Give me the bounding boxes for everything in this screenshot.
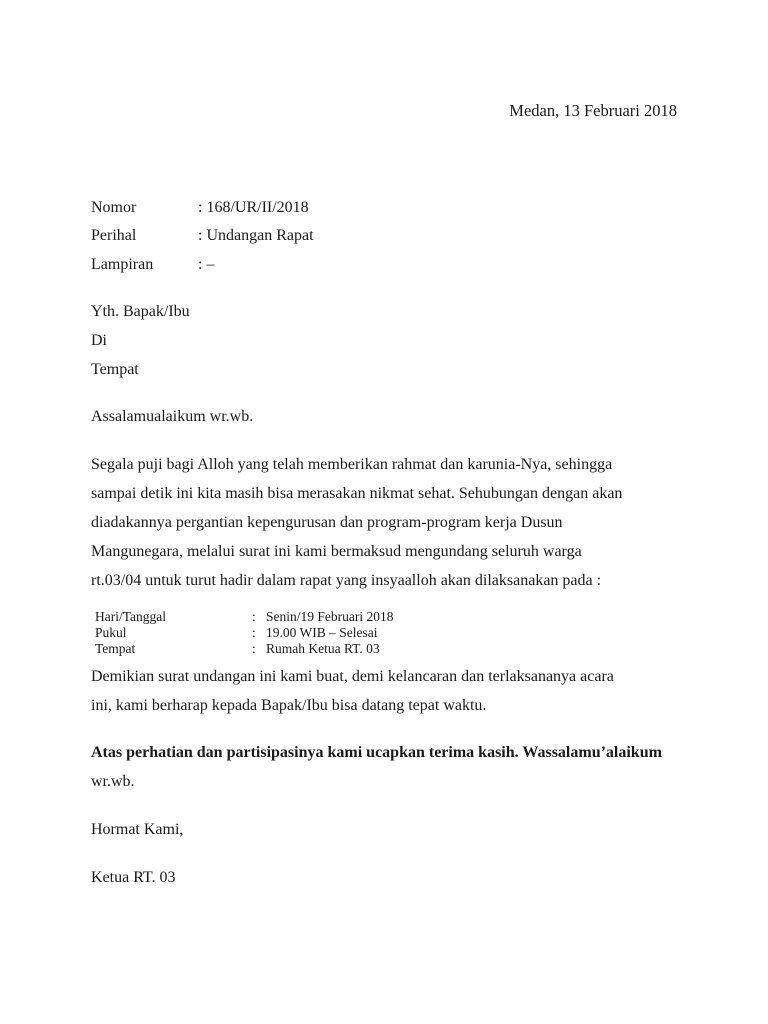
recipient-line: Tempat	[91, 361, 139, 378]
schedule-label-time: Pukul	[95, 625, 127, 640]
recipient-line: Di	[91, 332, 107, 349]
schedule-colon: :	[252, 609, 256, 624]
schedule-colon: :	[252, 625, 256, 640]
meta-label-nomor: Nomor	[91, 199, 137, 216]
schedule-colon: :	[252, 641, 256, 656]
schedule-value-place: Rumah Ketua RT. 03	[266, 641, 380, 656]
paragraph-line: diadakannya pergantian kepengurusan dan program-program kerja Dusun	[91, 514, 563, 531]
signer-title: Ketua RT. 03	[91, 869, 176, 886]
schedule-label-date: Hari/Tanggal	[95, 609, 167, 624]
schedule-label-place: Tempat	[95, 641, 136, 656]
meta-label-lampiran: Lampiran	[91, 256, 154, 273]
meta-value-nomor: : 168/UR/II/2018	[198, 199, 309, 216]
greeting: Assalamualaikum wr.wb.	[91, 408, 254, 425]
schedule-value-date: Senin/19 Februari 2018	[266, 609, 394, 624]
closing-line: wr.wb.	[91, 773, 135, 790]
meta-value-perihal: : Undangan Rapat	[198, 227, 314, 244]
recipient-line: Yth. Bapak/Ibu	[91, 303, 190, 320]
paragraph-line: Segala puji bagi Alloh yang telah memberikan rahmat dan karunia-Nya, sehingga	[91, 456, 613, 473]
paragraph-line: ini, kami berharap kepada Bapak/Ibu bisa datang tepat waktu.	[91, 697, 487, 714]
meta-value-lampiran: : –	[198, 256, 215, 273]
schedule-value-time: 19.00 WIB – Selesai	[266, 625, 378, 640]
paragraph-line: sampai detik ini kita masih bisa merasakan nikmat sehat. Sehubungan dengan akan	[91, 485, 623, 502]
paragraph-line: Mangunegara, melalui surat ini kami bermaksud mengundang seluruh warga	[91, 543, 582, 560]
meta-label-perihal: Perihal	[91, 227, 137, 244]
paragraph-line: Demikian surat undangan ini kami buat, demi kelancaran dan terlaksananya acara	[91, 668, 614, 685]
signoff: Hormat Kami,	[91, 821, 184, 838]
closing-line: Atas perhatian dan partisipasinya kami ucapkan terima kasih. Wassalamu’alaikum	[91, 744, 662, 761]
letter-date: Medan, 13 Februari 2018	[509, 101, 677, 120]
paragraph-line: rt.03/04 untuk turut hadir dalam rapat yang insyaalloh akan dilaksanakan pada :	[91, 572, 602, 589]
